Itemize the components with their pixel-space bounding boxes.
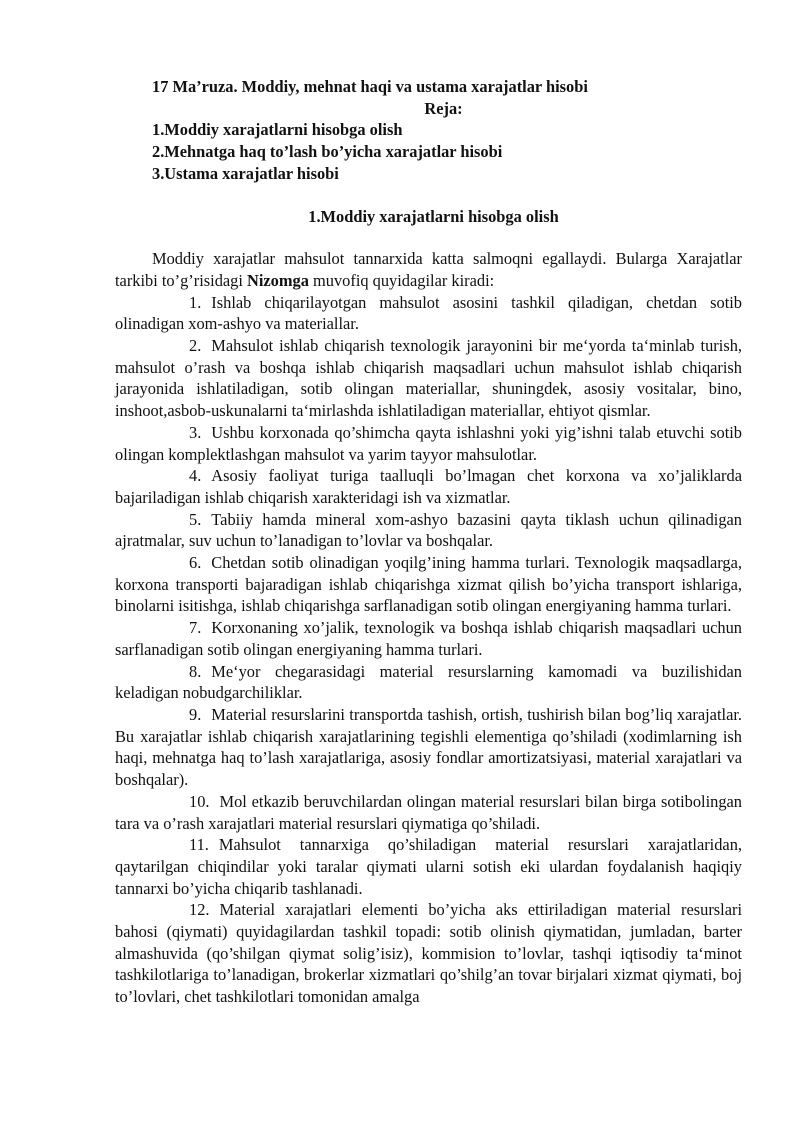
list-item-number: 8. bbox=[189, 661, 202, 681]
list-item bbox=[115, 791, 742, 834]
list-item-number: 1. bbox=[189, 292, 202, 312]
list-item bbox=[115, 899, 742, 1008]
list-item-text: Asosiy faoliyat turiga taalluqli bo’lmagan chet korxona va xo’jaliklarda bajariladigan ishlab chiqarish xarakteridagi ish va xizmatlar. bbox=[115, 466, 742, 507]
plan-item-2: 2.Mehnatga haq to’lash bo’yicha xarajatlar hisobi bbox=[152, 142, 503, 162]
list-item-text: Chetdan sotib olinadigan yoqilg’ining hamma turlari. Texnologik maqsadlarga, korxona transporti bajaradigan ishlab chiqarishga xizmat qilish bo’yicha transport ishlariga, binolarni isitishga, ishlab chiqarishga sarflanadigan sotib olingan energiyaning hamma turlari. bbox=[115, 553, 742, 616]
list-item-number: 12. bbox=[189, 900, 210, 920]
list-item-text: Ishlab chiqarilayotgan mahsulot asosini tashkil qiladigan, chetdan sotib olinadigan xom-ashyo va materiallar. bbox=[115, 292, 742, 334]
list-item-text: Material resurslarini transportda tashish, ortish, tushirish bilan bog’liq xarajatlar. Bu xarajatlar ishlab chiqarish xarajatlarining tegishli elementiga qo’shiladi (xodimlarning ish haqi, mehnatga haq to’lash xarajatlariga, asosiy fondlar amortizatsiyasi, material xarajatlari va boshqalar). bbox=[115, 704, 742, 790]
list-item-text: Mol etkazib beruvchilardan olingan material resurslari bilan birga sotibolingan tara va o’rash xarajatlari material resurslari qiymatiga qo’shiladi. bbox=[115, 791, 742, 833]
list-item bbox=[115, 704, 742, 791]
list-item bbox=[115, 465, 742, 508]
list-item-number: 4. bbox=[189, 466, 202, 486]
list-item bbox=[115, 335, 742, 422]
list-item-number: 5. bbox=[189, 509, 202, 529]
list-item-text: Me‘yor chegarasidagi material resurslarning kamomadi va buzilishidan keladigan nobudgarchiliklar. bbox=[115, 661, 742, 703]
list-item-number: 2. bbox=[189, 336, 202, 356]
list-item-text: Ushbu korxonada qo’shimcha qayta ishlashni yoki yig’ishni talab etuvchi sotib olingan komplektlashgan mahsulot va yarim tayyor mahsulotlar. bbox=[115, 422, 742, 464]
list-item bbox=[115, 661, 742, 704]
list-item-number: 6. bbox=[189, 553, 202, 573]
list-item-number: 3. bbox=[189, 422, 202, 442]
list-item bbox=[115, 552, 742, 617]
list-item bbox=[115, 834, 742, 899]
list-item bbox=[115, 617, 742, 660]
lecture-title: 17 Ma’ruza. Moddiy, mehnat haqi va ustama xarajatlar hisobi bbox=[152, 77, 588, 96]
list-item bbox=[115, 509, 742, 552]
list-item-text: Mahsulot tannarxiga qo’shiladigan material resurslari xarajatlaridan, qaytarilgan chiqindilar yoki taralar qiymati ularni sotish eki ulardan foydalanish haqiqiy tannarxi bo’yicha chiqarib tashlanadi. bbox=[115, 835, 742, 898]
plan-label: Reja: bbox=[424, 98, 463, 118]
list-item-number: 9. bbox=[189, 704, 202, 724]
plan-item-1: 1.Moddiy xarajatlarni hisobga olish bbox=[152, 120, 403, 140]
list-item-text: Mahsulot ishlab chiqarish texnologik jarayonini bir me‘yorda ta‘minlab turish, mahsulot o’rash va boshqa ishlab chiqarish maqsadlari uchun mahsulot ishlab chiqarish jarayonida ishlatiladigan, sotib olingan materiallar, shuningdek, asosiy vositalar, bino, inshoot,asbob-uskunalarni ta‘mirlashda ishlatiladigan materiallar, ehtiyot qismlar. bbox=[115, 336, 742, 421]
section-title: 1.Moddiy xarajatlarni hisobga olish bbox=[308, 206, 559, 226]
intro-text-after: muvofiq quyidagilar kiradi: bbox=[308, 270, 495, 290]
list-item bbox=[115, 292, 742, 335]
list-item-text: Tabiiy hamda mineral xom-ashyo bazasini qayta tiklash uchun qilinadigan ajratmalar, suv uchun to’lanadigan to’lovlar va boshqalar. bbox=[115, 509, 742, 551]
intro-text-before: Moddiy xarajatlar mahsulot tannarxida katta salmoqni egallaydi. Bularga Xarajatlar tarkibi to’g’risidagi bbox=[115, 249, 742, 290]
list-item-number: 7. bbox=[189, 618, 202, 638]
list-item-text: Korxonaning xo’jalik, texnologik va boshqa ishlab chiqarish maqsadlari uchun sarflanadigan sotib olingan energiyaning hamma turlari. bbox=[115, 618, 742, 659]
list-item-number: 11. bbox=[189, 835, 209, 855]
list-item-text: Material xarajatlari elementi bo’yicha aks ettiriladigan material resurslari bahosi (qiymati) quyidagilardan tashkil topadi: sotib olinish qiymatidan, jumladan, barter almashuvida (qo’shilgan qiymat solig’isiz), kommision to’lovlar, tashqi iqtisodiy ta‘minot tashkilotlariga to’lanadigan, brokerlar xizmatlari qo’shilg’an tovar birjalari xizmat qiymati, boj to’lovlari, chet tashkilotlari tomonidan amalga bbox=[115, 900, 742, 1007]
plan-item-3: 3.Ustama xarajatlar hisobi bbox=[152, 163, 339, 183]
list-item bbox=[115, 422, 742, 465]
intro-paragraph bbox=[115, 248, 742, 291]
list-item-number: 10. bbox=[189, 791, 210, 811]
intro-bold-term: Nizomga bbox=[247, 270, 309, 290]
document-body bbox=[115, 248, 742, 1008]
